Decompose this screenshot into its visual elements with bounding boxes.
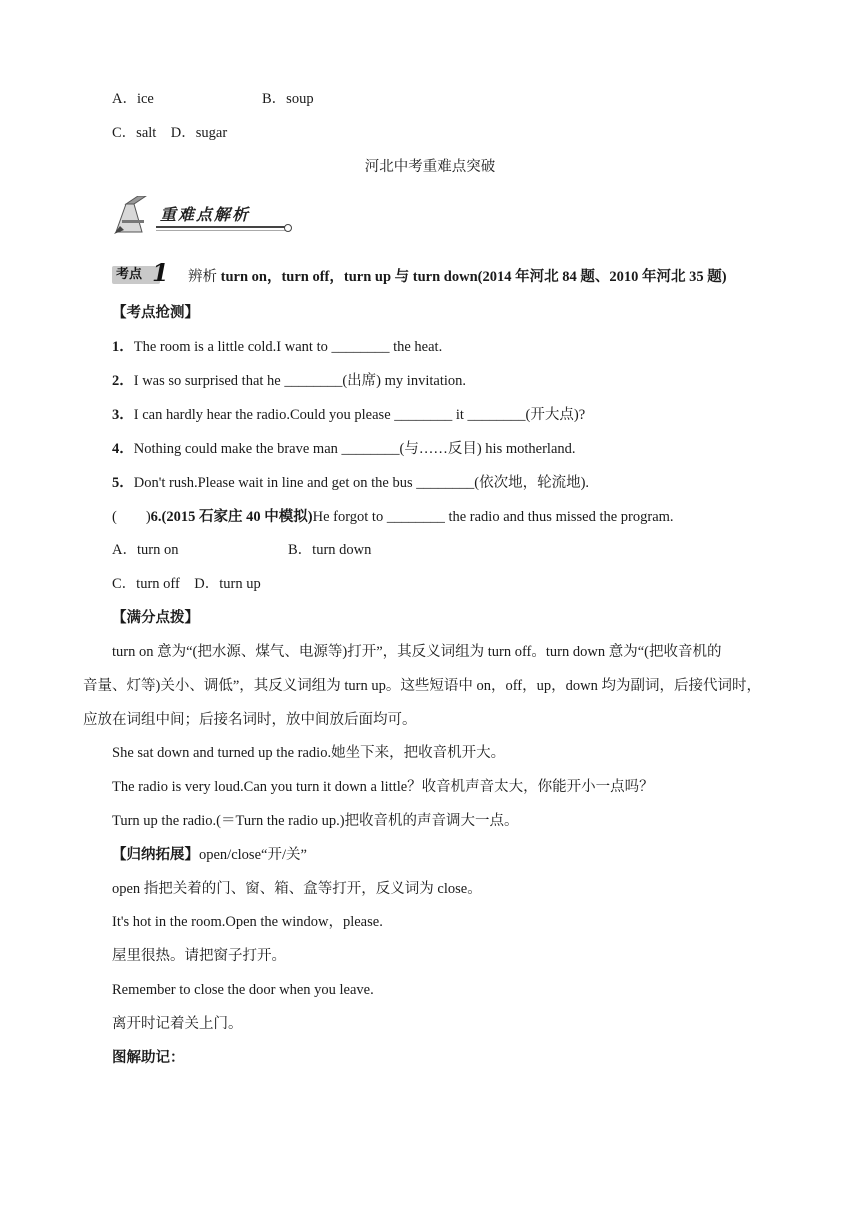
question-2: 2．I was so surprised that he ________(出席) my invitation. [112, 373, 466, 389]
question-6-source: 6.(2015 石家庄 40 中模拟) [150, 509, 313, 525]
kaodian-heading [188, 267, 727, 287]
extend-line-1: open 指把关着的门、窗、箱、盒等打开，反义词为 close。 [112, 881, 482, 897]
question-4: 4．Nothing could make the brave man ________(与……反目) his motherland. [112, 441, 576, 457]
example-2: The radio is very loud.Can you turn it down a little？收音机声音太大，你能开小一点吗？ [112, 779, 654, 795]
extend-line-4: Remember to close the door when you leave. [112, 982, 374, 998]
tips-header: 【满分点拨】 [112, 610, 199, 626]
section-title: 河北中考重难点突破 [364, 159, 496, 175]
tips-line-2: 音量、灯等)关小、调低”，其反义词组为 turn up。这些短语中 on，off，up，down 均为副词，后接代词时， [83, 678, 761, 694]
extend-line-3: 屋里很热。请把窗子打开。 [112, 948, 286, 964]
q6-option-a: A．turn on [112, 542, 179, 558]
option-cd-salt-sugar: C．salt D．sugar [112, 125, 228, 141]
key-points-banner [112, 196, 294, 240]
question-6-text: He forgot to ________ the radio and thus missed the program. [312, 509, 674, 525]
question-3: 3．I can hardly hear the radio.Could you please ________ it ________(开大点)? [112, 407, 586, 423]
extend-header: 【归纳拓展】 [112, 847, 199, 863]
pencil-icon [112, 196, 156, 236]
q6-option-cd: C．turn off D．turn up [112, 576, 261, 592]
example-1: She sat down and turned up the radio.她坐下来，把收音机开大。 [112, 745, 506, 761]
extend-heading [112, 845, 307, 865]
extend-topic: open/close“开/关” [199, 847, 307, 863]
option-a-ice: A．ice [112, 91, 154, 107]
diagram-label: 图解助记： [112, 1050, 185, 1066]
question-5: 5．Don't rush.Please wait in line and get on the bus ________(依次地，轮流地). [112, 475, 590, 491]
banner-underline-thin [156, 230, 288, 231]
tips-line-3: 应放在词组中间；后接名词时，放中间放后面均可。 [83, 712, 417, 728]
banner-title: 重难点解析 [160, 205, 251, 224]
q6-option-b: B．turn down [288, 542, 372, 558]
question-1: 1．The room is a little cold.I want to ________ the heat. [112, 339, 443, 355]
test-header: 【考点抢测】 [112, 305, 199, 321]
banner-underline [156, 226, 288, 228]
question-6 [112, 507, 674, 527]
kaodian-badge [112, 258, 176, 287]
banner-end-dot [284, 224, 292, 232]
extend-line-2: It's hot in the room.Open the window，please. [112, 914, 383, 930]
tips-line-1: turn on 意为“(把水源、煤气、电源等)打开”，其反义词组为 turn off。turn down 意为“(把收音机的 [112, 644, 722, 660]
example-3: Turn up the radio.(＝Turn the radio up.)把收音机的声音调大一点。 [112, 813, 519, 829]
answer-bracket: ( ) [112, 509, 151, 525]
kaodian-heading-text: turn on，turn off，turn up 与 turn down(2014 年河北 84 题、2010 年河北 35 题) [220, 269, 727, 285]
option-b-soup: B．soup [262, 91, 314, 107]
kaodian-prefix: 辨析 [188, 269, 221, 285]
kaodian-tag: 考点 [112, 266, 160, 284]
kaodian-number: 1 [152, 258, 169, 287]
extend-line-5: 离开时记着关上门。 [112, 1016, 243, 1032]
